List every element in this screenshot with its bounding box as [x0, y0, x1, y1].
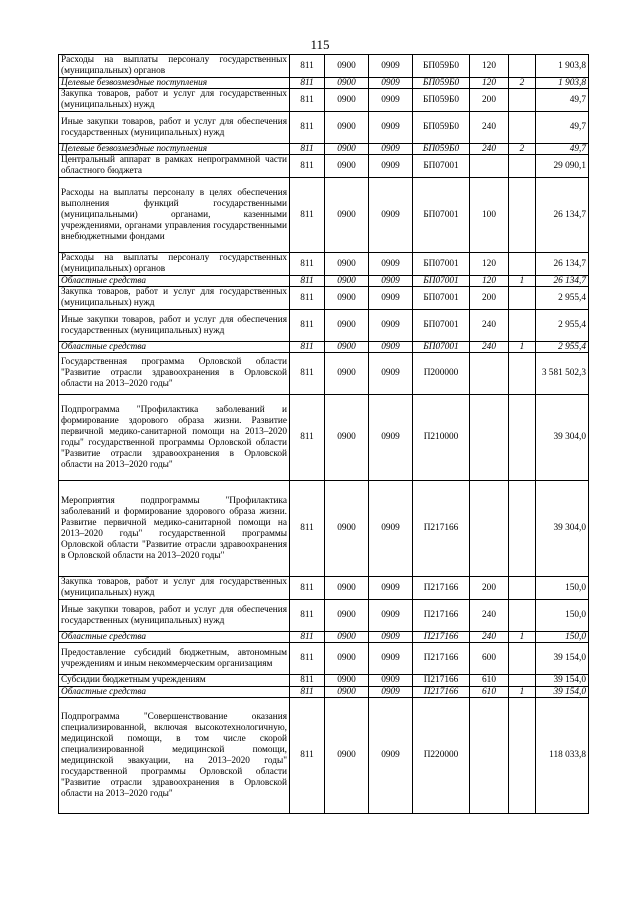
target-article-cell: БП059Б0	[413, 78, 470, 89]
amount-cell: 118 033,8	[536, 698, 589, 814]
section-code-cell: 0900	[325, 112, 369, 144]
amount-cell: 1 903,8	[536, 78, 589, 89]
expense-type-cell: 200	[470, 89, 509, 112]
subsection-code-cell: 0909	[369, 687, 413, 698]
ministry-code-cell: 811	[290, 287, 325, 310]
funding-source-cell: 1	[509, 687, 536, 698]
section-code-cell: 0900	[325, 144, 369, 155]
target-article-cell: П217166	[413, 600, 470, 632]
target-article-cell: БП07001	[413, 155, 470, 178]
expense-type-cell: 240	[470, 144, 509, 155]
expense-type-cell: 100	[470, 178, 509, 253]
expense-type-cell: 200	[470, 577, 509, 600]
table-row	[59, 395, 589, 481]
subsection-code-cell: 0909	[369, 675, 413, 687]
section-code-cell: 0900	[325, 353, 369, 395]
funding-source-cell	[509, 481, 536, 577]
target-article-cell: БП07001	[413, 276, 470, 287]
table-row	[59, 78, 589, 89]
expense-type-cell	[470, 353, 509, 395]
ministry-code-cell: 811	[290, 632, 325, 643]
ministry-code-cell: 811	[290, 481, 325, 577]
funding-source-cell	[509, 395, 536, 481]
target-article-cell: БП07001	[413, 178, 470, 253]
expense-name-cell: Подпрограмма "Профилактика заболеваний и формирование здорового образа жизни. Развитие первичной медико-санитарной помощи на 2013–2020 годы" государственной программы Орловской области "Развитие отрасли здравоохранения в Орловской области на 2013–2020 годы"	[59, 395, 290, 481]
subsection-code-cell: 0909	[369, 78, 413, 89]
table-row	[59, 276, 589, 287]
amount-cell: 49,7	[536, 89, 589, 112]
section-code-cell: 0900	[325, 155, 369, 178]
expense-type-cell: 610	[470, 675, 509, 687]
expense-type-cell: 120	[470, 55, 509, 78]
expense-type-cell: 240	[470, 112, 509, 144]
expense-type-cell: 600	[470, 643, 509, 675]
funding-source-cell	[509, 643, 536, 675]
expense-name-cell: Областные средства	[59, 342, 290, 353]
budget-table	[58, 54, 589, 814]
ministry-code-cell: 811	[290, 178, 325, 253]
subsection-code-cell: 0909	[369, 342, 413, 353]
table-row	[59, 310, 589, 342]
expense-name-cell: Центральный аппарат в рамках непрограммной части областного бюджета	[59, 155, 290, 178]
expense-name-cell: Подпрограмма "Совершенствование оказания специализированной, включая высокотехнологичную, медицинской помощи, в том числе скорой специализированной медицинской помощи, медицинской эвакуации, на 2013–2020 годы" государственной программы Орловской области "Развитие отрасли здравоохранения в Орловской области на 2013–2020 годы"	[59, 698, 290, 814]
target-article-cell: П217166	[413, 643, 470, 675]
ministry-code-cell: 811	[290, 78, 325, 89]
target-article-cell: БП07001	[413, 342, 470, 353]
subsection-code-cell: 0909	[369, 577, 413, 600]
expense-name-cell: Иные закупки товаров, работ и услуг для обеспечения государственных (муниципальных) нужд	[59, 310, 290, 342]
table-row	[59, 632, 589, 643]
target-article-cell: П217166	[413, 481, 470, 577]
target-article-cell: П210000	[413, 395, 470, 481]
expense-type-cell: 610	[470, 687, 509, 698]
expense-name-cell: Целевые безвозмездные поступления	[59, 78, 290, 89]
section-code-cell: 0900	[325, 675, 369, 687]
subsection-code-cell: 0909	[369, 89, 413, 112]
funding-source-cell	[509, 112, 536, 144]
section-code-cell: 0900	[325, 600, 369, 632]
funding-source-cell	[509, 55, 536, 78]
target-article-cell: П220000	[413, 698, 470, 814]
expense-type-cell	[470, 395, 509, 481]
funding-source-cell	[509, 178, 536, 253]
table-row	[59, 144, 589, 155]
funding-source-cell	[509, 353, 536, 395]
subsection-code-cell: 0909	[369, 395, 413, 481]
subsection-code-cell: 0909	[369, 632, 413, 643]
funding-source-cell: 1	[509, 342, 536, 353]
table-row	[59, 687, 589, 698]
section-code-cell: 0900	[325, 287, 369, 310]
expense-type-cell: 120	[470, 78, 509, 89]
ministry-code-cell: 811	[290, 112, 325, 144]
subsection-code-cell: 0909	[369, 287, 413, 310]
ministry-code-cell: 811	[290, 395, 325, 481]
expense-name-cell: Закупка товаров, работ и услуг для государственных (муниципальных) нужд	[59, 577, 290, 600]
section-code-cell: 0900	[325, 643, 369, 675]
page-number: 115	[310, 37, 330, 52]
ministry-code-cell: 811	[290, 353, 325, 395]
subsection-code-cell: 0909	[369, 353, 413, 395]
amount-cell: 1 903,8	[536, 55, 589, 78]
subsection-code-cell: 0909	[369, 276, 413, 287]
expense-name-cell: Закупка товаров, работ и услуг для государственных (муниципальных) нужд	[59, 287, 290, 310]
section-code-cell: 0900	[325, 632, 369, 643]
ministry-code-cell: 811	[290, 600, 325, 632]
subsection-code-cell: 0909	[369, 253, 413, 276]
table-row	[59, 675, 589, 687]
section-code-cell: 0900	[325, 78, 369, 89]
target-article-cell: БП07001	[413, 310, 470, 342]
subsection-code-cell: 0909	[369, 178, 413, 253]
ministry-code-cell: 811	[290, 675, 325, 687]
subsection-code-cell: 0909	[369, 112, 413, 144]
target-article-cell: П217166	[413, 632, 470, 643]
amount-cell: 150,0	[536, 600, 589, 632]
amount-cell: 150,0	[536, 632, 589, 643]
ministry-code-cell: 811	[290, 155, 325, 178]
funding-source-cell	[509, 577, 536, 600]
expense-name-cell: Расходы на выплаты персоналу в целях обеспечения выполнения функций государственными (муниципальными) органами, казенными учреждениями, органами управления государственными внебюджетными фондами	[59, 178, 290, 253]
subsection-code-cell: 0909	[369, 481, 413, 577]
section-code-cell: 0900	[325, 342, 369, 353]
expense-type-cell	[470, 155, 509, 178]
funding-source-cell: 1	[509, 632, 536, 643]
subsection-code-cell: 0909	[369, 310, 413, 342]
expense-type-cell: 240	[470, 310, 509, 342]
target-article-cell: П200000	[413, 353, 470, 395]
table-row	[59, 342, 589, 353]
expense-type-cell: 240	[470, 342, 509, 353]
ministry-code-cell: 811	[290, 342, 325, 353]
target-article-cell: П217166	[413, 675, 470, 687]
table-row	[59, 178, 589, 253]
ministry-code-cell: 811	[290, 310, 325, 342]
amount-cell: 2 955,4	[536, 287, 589, 310]
expense-type-cell: 240	[470, 632, 509, 643]
funding-source-cell	[509, 600, 536, 632]
expense-name-cell: Областные средства	[59, 632, 290, 643]
target-article-cell: П217166	[413, 577, 470, 600]
table-row	[59, 287, 589, 310]
subsection-code-cell: 0909	[369, 144, 413, 155]
expense-name-cell: Областные средства	[59, 687, 290, 698]
section-code-cell: 0900	[325, 395, 369, 481]
section-code-cell: 0900	[325, 687, 369, 698]
amount-cell: 26 134,7	[536, 253, 589, 276]
table-row	[59, 353, 589, 395]
expense-name-cell: Субсидии бюджетным учреждениям	[59, 675, 290, 687]
table-row	[59, 577, 589, 600]
ministry-code-cell: 811	[290, 698, 325, 814]
section-code-cell: 0900	[325, 89, 369, 112]
target-article-cell: БП07001	[413, 253, 470, 276]
section-code-cell: 0900	[325, 698, 369, 814]
amount-cell: 150,0	[536, 577, 589, 600]
amount-cell: 2 955,4	[536, 310, 589, 342]
ministry-code-cell: 811	[290, 643, 325, 675]
expense-name-cell: Мероприятия подпрограммы "Профилактика заболеваний и формирование здорового образа жизни. Развитие первичной медико-санитарной помощи на 2013–2020 годы" государственной программы Орловской области "Развитие отрасли здравоохранения в Орловской области на 2013–2020 годы"	[59, 481, 290, 577]
subsection-code-cell: 0909	[369, 643, 413, 675]
table-row	[59, 643, 589, 675]
table-row	[59, 89, 589, 112]
amount-cell: 39 304,0	[536, 481, 589, 577]
table-row	[59, 253, 589, 276]
expense-name-cell: Иные закупки товаров, работ и услуг для обеспечения государственных (муниципальных) нужд	[59, 112, 290, 144]
expense-name-cell: Областные средства	[59, 276, 290, 287]
budget-table-body	[59, 55, 589, 814]
expense-name-cell: Расходы на выплаты персоналу государственных (муниципальных) органов	[59, 253, 290, 276]
funding-source-cell	[509, 698, 536, 814]
table-row	[59, 600, 589, 632]
amount-cell: 3 581 502,3	[536, 353, 589, 395]
section-code-cell: 0900	[325, 481, 369, 577]
expense-name-cell: Закупка товаров, работ и услуг для государственных (муниципальных) нужд	[59, 89, 290, 112]
amount-cell: 26 134,7	[536, 276, 589, 287]
section-code-cell: 0900	[325, 253, 369, 276]
table-row	[59, 112, 589, 144]
target-article-cell: БП059Б0	[413, 55, 470, 78]
expense-name-cell: Расходы на выплаты персоналу государственных (муниципальных) органов	[59, 55, 290, 78]
expense-type-cell: 200	[470, 287, 509, 310]
amount-cell: 39 154,0	[536, 643, 589, 675]
target-article-cell: БП059Б0	[413, 89, 470, 112]
subsection-code-cell: 0909	[369, 600, 413, 632]
expense-name-cell: Иные закупки товаров, работ и услуг для обеспечения государственных (муниципальных) нужд	[59, 600, 290, 632]
expense-type-cell: 120	[470, 253, 509, 276]
expense-name-cell: Целевые безвозмездные поступления	[59, 144, 290, 155]
target-article-cell: БП07001	[413, 287, 470, 310]
subsection-code-cell: 0909	[369, 55, 413, 78]
table-row	[59, 155, 589, 178]
target-article-cell: БП059Б0	[413, 112, 470, 144]
expense-name-cell: Предоставление субсидий бюджетным, автономным учреждениям и иным некоммерческим организациям	[59, 643, 290, 675]
ministry-code-cell: 811	[290, 687, 325, 698]
amount-cell: 29 090,1	[536, 155, 589, 178]
expense-type-cell: 240	[470, 600, 509, 632]
expense-type-cell	[470, 698, 509, 814]
subsection-code-cell: 0909	[369, 698, 413, 814]
ministry-code-cell: 811	[290, 276, 325, 287]
amount-cell: 39 154,0	[536, 687, 589, 698]
target-article-cell: БП059Б0	[413, 144, 470, 155]
section-code-cell: 0900	[325, 310, 369, 342]
section-code-cell: 0900	[325, 577, 369, 600]
ministry-code-cell: 811	[290, 577, 325, 600]
funding-source-cell: 2	[509, 78, 536, 89]
ministry-code-cell: 811	[290, 55, 325, 78]
funding-source-cell	[509, 89, 536, 112]
funding-source-cell: 2	[509, 144, 536, 155]
ministry-code-cell: 811	[290, 144, 325, 155]
table-row	[59, 698, 589, 814]
expense-type-cell: 120	[470, 276, 509, 287]
expense-name-cell: Государственная программа Орловской области "Развитие отрасли здравоохранения в Орловской области на 2013–2020 годы"	[59, 353, 290, 395]
subsection-code-cell: 0909	[369, 155, 413, 178]
funding-source-cell	[509, 310, 536, 342]
expense-type-cell	[470, 481, 509, 577]
table-row	[59, 55, 589, 78]
section-code-cell: 0900	[325, 178, 369, 253]
section-code-cell: 0900	[325, 55, 369, 78]
ministry-code-cell: 811	[290, 89, 325, 112]
target-article-cell: П217166	[413, 687, 470, 698]
amount-cell: 26 134,7	[536, 178, 589, 253]
amount-cell: 2 955,4	[536, 342, 589, 353]
amount-cell: 49,7	[536, 144, 589, 155]
funding-source-cell	[509, 253, 536, 276]
funding-source-cell	[509, 155, 536, 178]
table-row	[59, 481, 589, 577]
section-code-cell: 0900	[325, 276, 369, 287]
ministry-code-cell: 811	[290, 253, 325, 276]
funding-source-cell: 1	[509, 276, 536, 287]
funding-source-cell	[509, 675, 536, 687]
amount-cell: 49,7	[536, 112, 589, 144]
funding-source-cell	[509, 287, 536, 310]
amount-cell: 39 304,0	[536, 395, 589, 481]
amount-cell: 39 154,0	[536, 675, 589, 687]
